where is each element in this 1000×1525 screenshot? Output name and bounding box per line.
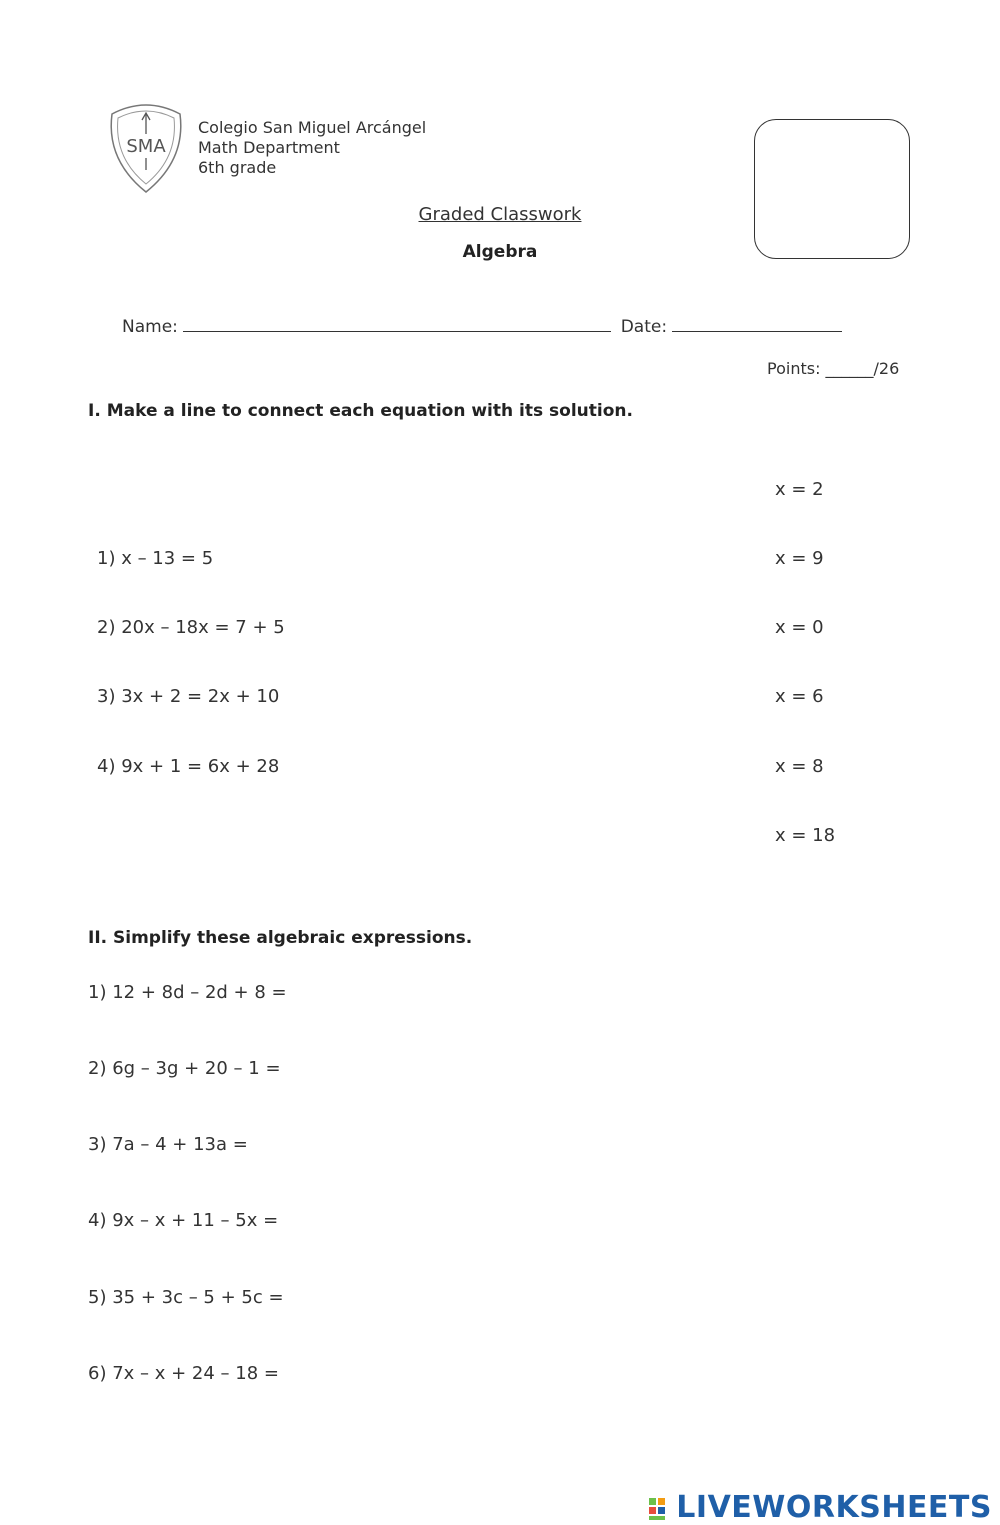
page-subtitle: Algebra: [462, 242, 538, 262]
department: Math Department: [198, 138, 340, 157]
school-crest-logo: [106, 100, 186, 196]
date-label: Date:: [620, 317, 668, 337]
solution-option[interactable]: x = 2: [775, 479, 824, 500]
name-field[interactable]: [183, 317, 611, 332]
section-2-heading: II. Simplify these algebraic expressions.: [88, 928, 473, 948]
solution-option[interactable]: x = 18: [775, 825, 836, 846]
expression-4: 4) 9x – x + 11 – 5x =: [88, 1210, 279, 1231]
expression-3: 3) 7a – 4 + 13a =: [88, 1134, 248, 1155]
expression-1: 1) 12 + 8d – 2d + 8 =: [88, 982, 287, 1003]
name-date-row: [122, 317, 842, 337]
expression-2: 2) 6g – 3g + 20 – 1 =: [88, 1058, 281, 1079]
brand-text: LIVEWORKSHEETS: [676, 1490, 992, 1525]
equation-3[interactable]: 3) 3x + 2 = 2x + 10: [97, 686, 280, 707]
school-info: [198, 118, 426, 178]
crest-text: SMA: [126, 136, 166, 157]
equation-2[interactable]: 2) 20x – 18x = 7 + 5: [97, 617, 285, 638]
solution-option[interactable]: x = 0: [775, 617, 824, 638]
equation-4[interactable]: 4) 9x + 1 = 6x + 28: [97, 756, 280, 777]
solution-option[interactable]: x = 6: [775, 686, 824, 707]
page-title: Graded Classwork: [418, 204, 582, 225]
grade-box[interactable]: [754, 119, 910, 259]
points-label: Points: ______/26: [767, 359, 900, 378]
expression-5: 5) 35 + 3c – 5 + 5c =: [88, 1287, 284, 1308]
expression-6: 6) 7x – x + 24 – 18 =: [88, 1363, 279, 1384]
date-field[interactable]: [672, 317, 842, 332]
equation-1[interactable]: 1) x – 13 = 5: [97, 548, 214, 569]
solution-option[interactable]: x = 8: [775, 756, 824, 777]
school-name: Colegio San Miguel Arcángel: [198, 118, 427, 137]
liveworksheets-logo-icon: [648, 1496, 674, 1522]
section-1-heading: I. Make a line to connect each equation with its solution.: [88, 401, 633, 421]
solution-option[interactable]: x = 9: [775, 548, 824, 569]
name-label: Name:: [122, 317, 178, 337]
liveworksheets-brand: [648, 1490, 992, 1525]
grade-level: 6th grade: [198, 158, 277, 177]
